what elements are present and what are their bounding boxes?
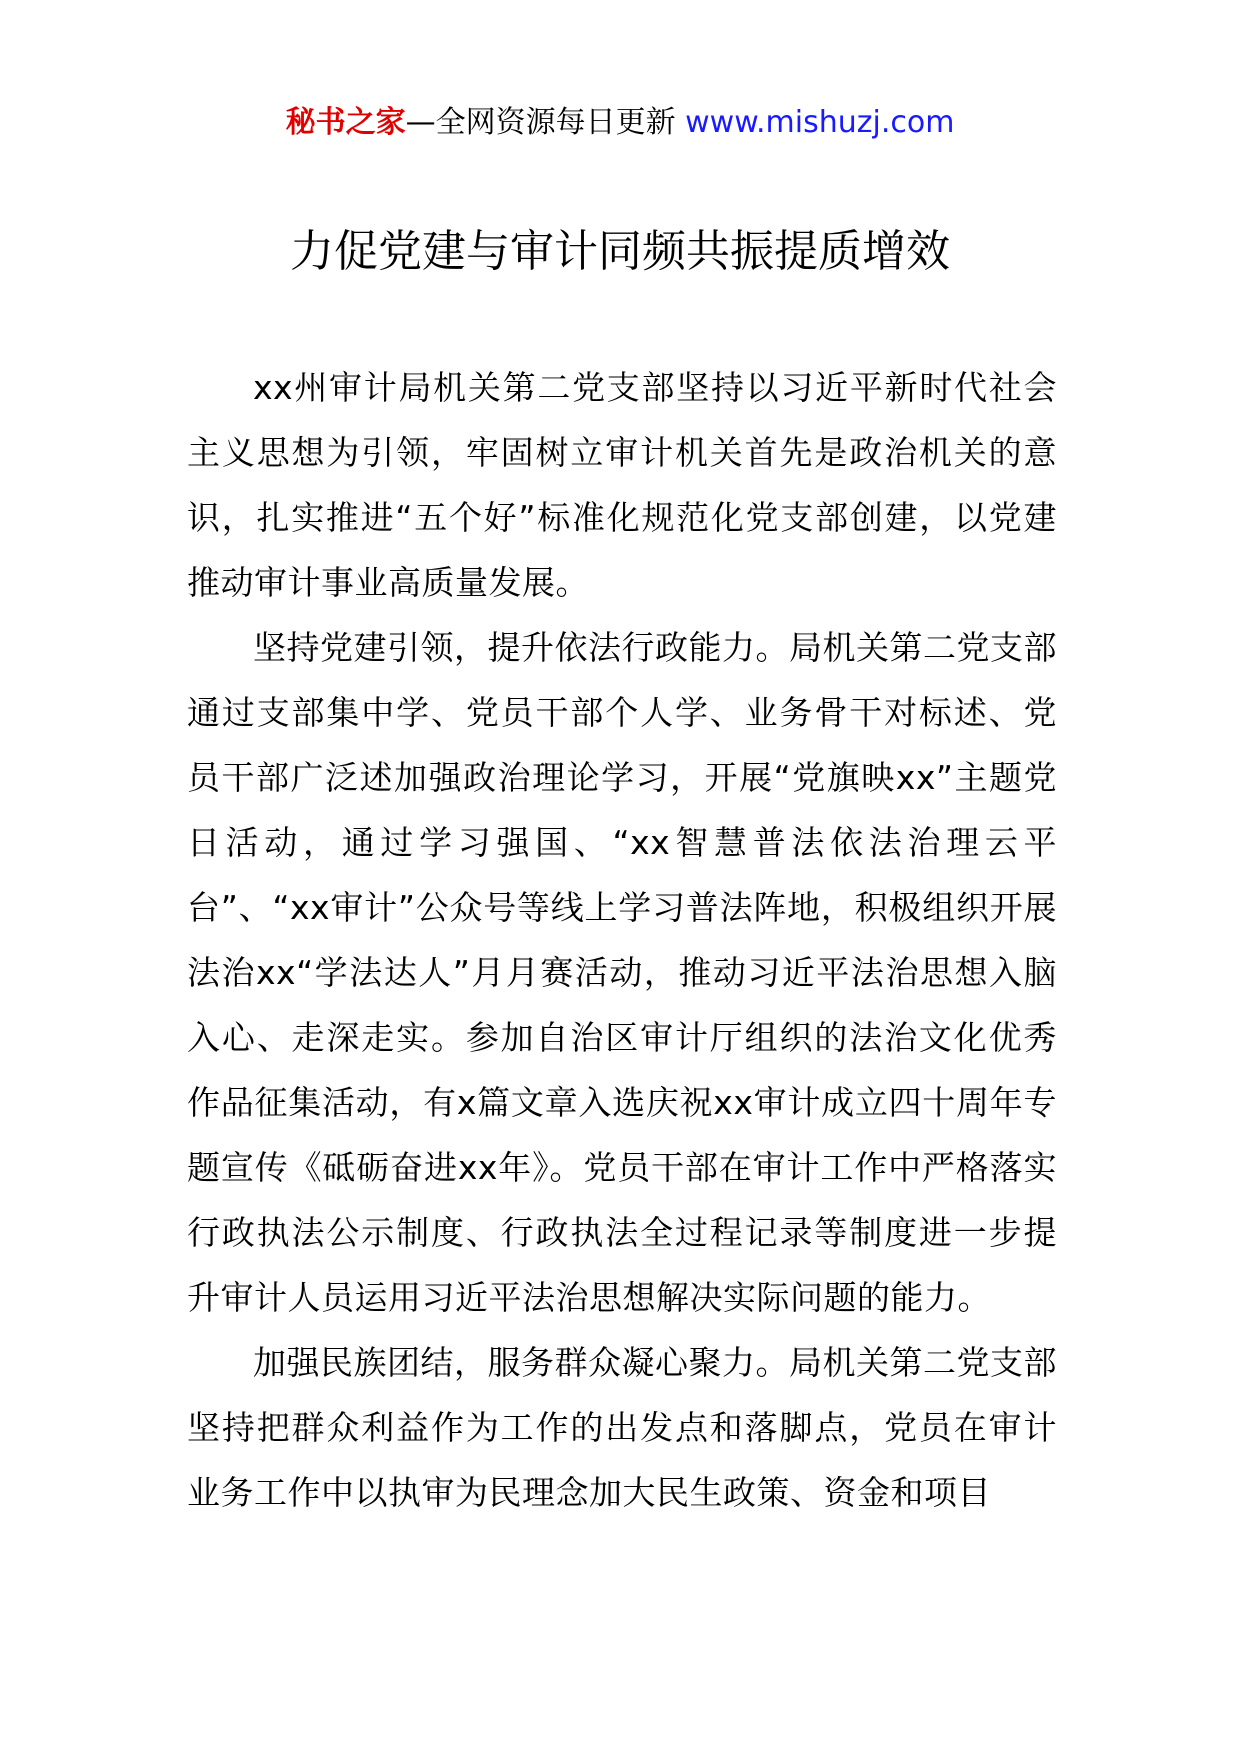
- site-header: [0, 100, 1240, 146]
- brand-name: 秘书之家: [285, 105, 406, 140]
- paragraph-ethnic-unity: 加强民族团结，服务群众凝心聚力。局机关第二党支部坚持把群众利益作为工作的出发点和落脚点，党员在审计业务工作中以执审为民理念加大民生政策、资金和项目: [187, 1343, 1057, 1512]
- document-body: [187, 355, 1057, 1525]
- paragraph-party-building: 坚持党建引领，提升依法行政能力。局机关第二党支部通过支部集中学、党员干部个人学、业务骨干对标述、党员干部广泛述加强政治理论学习，开展“党旗映xx”主题党日活动，通过学习强国、“xx智慧普法依法治理云平台”、“xx审计”公众号等线上学习普法阵地，积极组织开展法治xx“学法达人”月月赛活动，推动习近平法治思想入脑入心、走深走实。参加自治区审计厅组织的法治文化优秀作品征集活动，有x篇文章入选庆祝xx审计成立四十周年专题宣传《砥砺奋进xx年》。党员干部在审计工作中严格落实行政执法公示制度、行政执法全过程记录等制度进一步提升审计人员运用习近平法治思想解决实际问题的能力。: [187, 628, 1057, 1317]
- header-tagline: —全网资源每日更新: [405, 105, 676, 140]
- document-title: 力促党建与审计同频共振提质增效: [290, 226, 950, 277]
- site-url-link[interactable]: www.mishuzj.com: [685, 105, 955, 140]
- paragraph-intro: xx州审计局机关第二党支部坚持以习近平新时代社会主义思想为引领，牢固树立审计机关首先是政治机关的意识，扎实推进“五个好”标准化规范化党支部创建，以党建推动审计事业高质量发展。: [187, 368, 1057, 602]
